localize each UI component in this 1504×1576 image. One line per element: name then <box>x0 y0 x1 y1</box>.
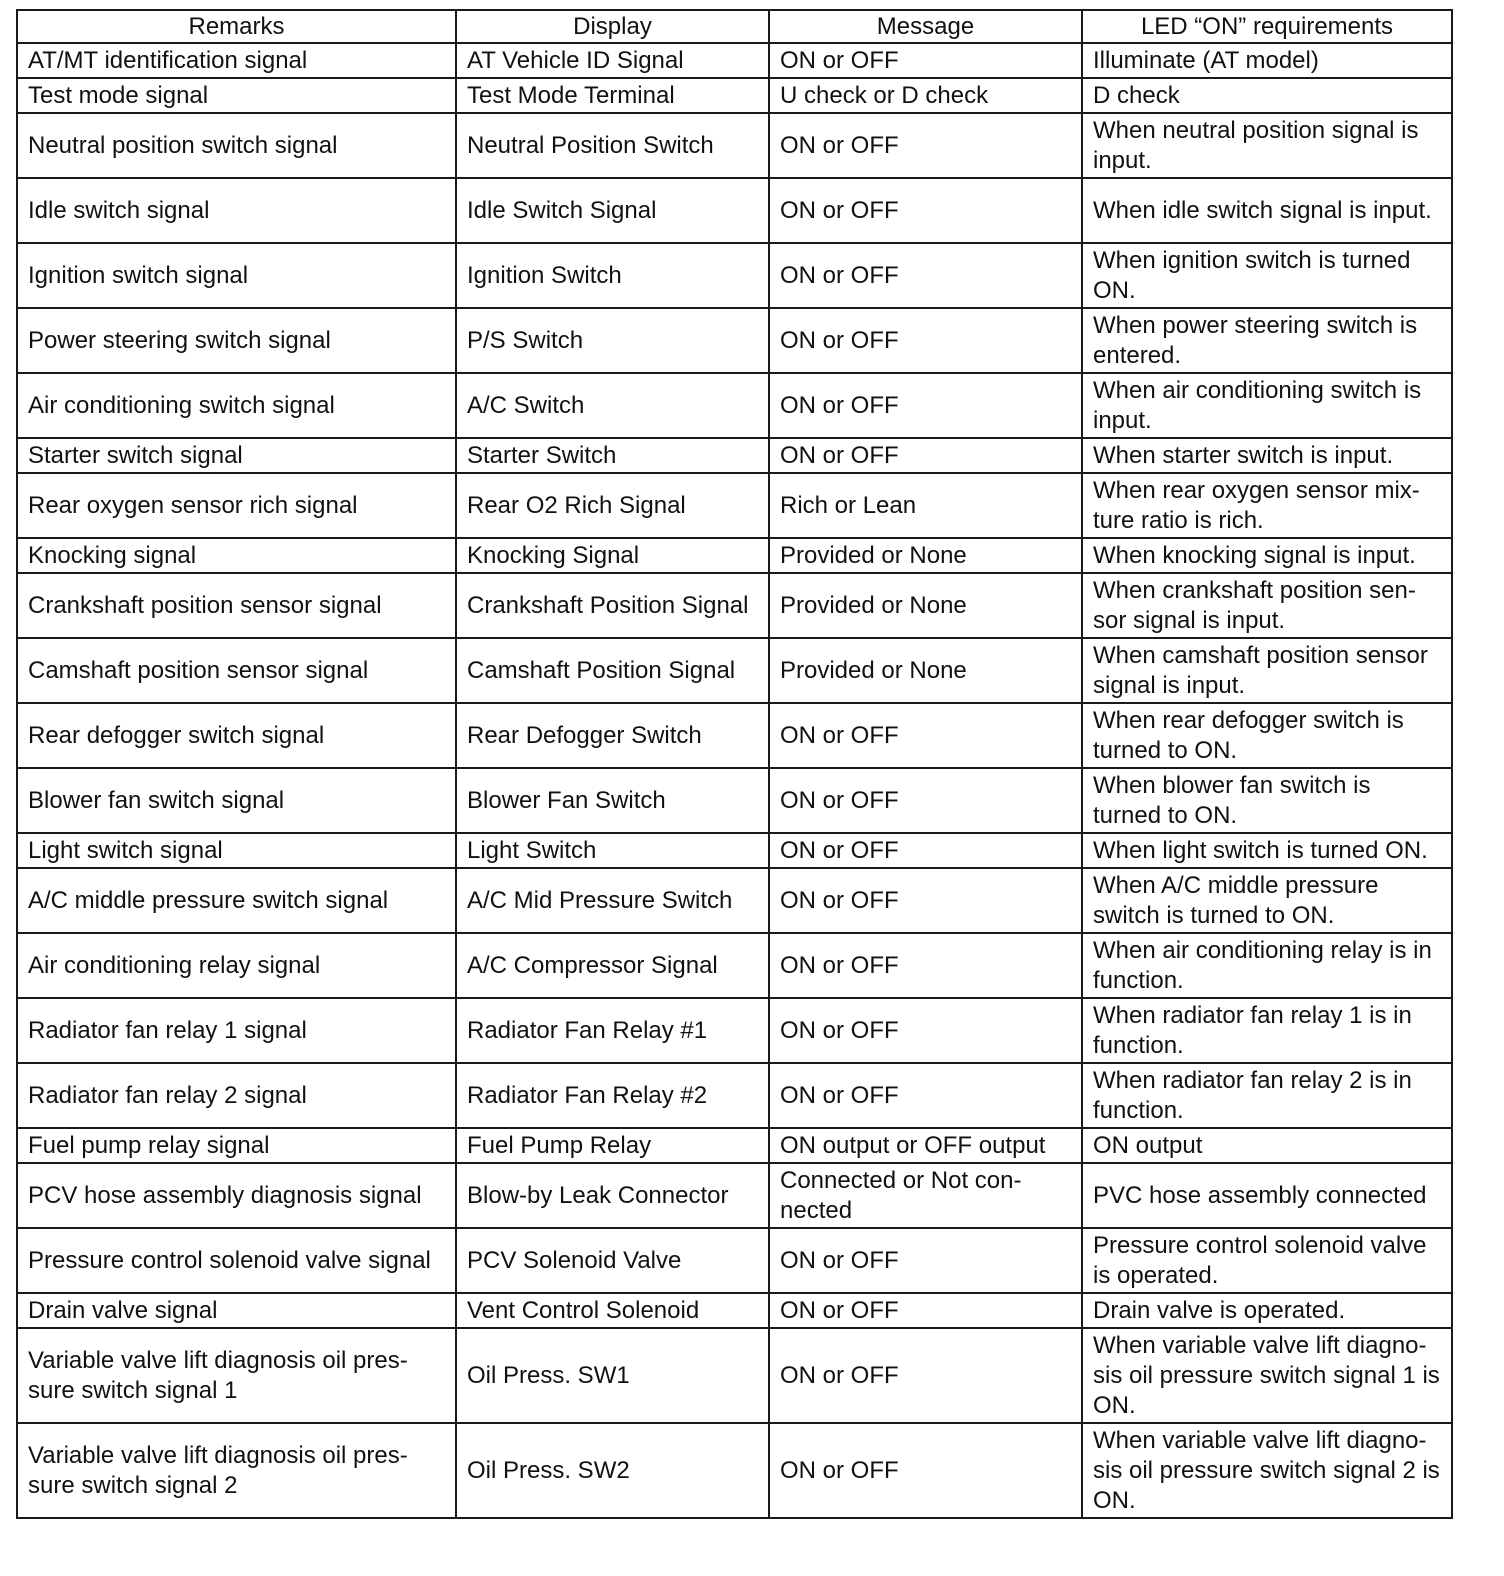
cell-message: ON or OFF <box>769 703 1082 768</box>
cell-message: ON or OFF <box>769 1293 1082 1328</box>
cell-remarks: Air conditioning relay signal <box>17 933 456 998</box>
cell-display: A/C Mid Pressure Switch <box>456 868 769 933</box>
cell-display: A/C Compressor Signal <box>456 933 769 998</box>
cell-led: PVC hose assembly connected <box>1082 1163 1452 1228</box>
table-row <box>17 78 1452 113</box>
table-row <box>17 1063 1452 1128</box>
cell-message: ON or OFF <box>769 243 1082 308</box>
cell-display: Blow-by Leak Connector <box>456 1163 769 1228</box>
table-row <box>17 373 1452 438</box>
header-remarks: Remarks <box>17 10 456 43</box>
cell-message: Connected or Not con-nected <box>769 1163 1082 1228</box>
cell-display: Knocking Signal <box>456 538 769 573</box>
cell-remarks: Test mode signal <box>17 78 456 113</box>
cell-message: Rich or Lean <box>769 473 1082 538</box>
table-row <box>17 998 1452 1063</box>
cell-led: When air conditioning switch is input. <box>1082 373 1452 438</box>
cell-display: AT Vehicle ID Signal <box>456 43 769 78</box>
cell-led: When power steering switch is entered. <box>1082 308 1452 373</box>
signal-table-container <box>16 9 1453 1519</box>
table-row <box>17 538 1452 573</box>
cell-message: ON or OFF <box>769 113 1082 178</box>
cell-led: When starter switch is input. <box>1082 438 1452 473</box>
table-row <box>17 113 1452 178</box>
table-row <box>17 868 1452 933</box>
cell-message: ON or OFF <box>769 373 1082 438</box>
table-row <box>17 1128 1452 1163</box>
cell-remarks: Starter switch signal <box>17 438 456 473</box>
cell-led: When rear oxygen sensor mix-ture ratio is rich. <box>1082 473 1452 538</box>
cell-display: Fuel Pump Relay <box>456 1128 769 1163</box>
cell-led: When ignition switch is turned ON. <box>1082 243 1452 308</box>
cell-display: Radiator Fan Relay #1 <box>456 998 769 1063</box>
cell-led: When radiator fan relay 1 is in function. <box>1082 998 1452 1063</box>
table-row <box>17 1163 1452 1228</box>
cell-display: P/S Switch <box>456 308 769 373</box>
cell-led: When crankshaft position sen-sor signal is input. <box>1082 573 1452 638</box>
cell-remarks: Camshaft position sensor signal <box>17 638 456 703</box>
signal-table <box>16 9 1453 1519</box>
cell-led: When camshaft position sensor signal is input. <box>1082 638 1452 703</box>
table-row <box>17 1228 1452 1293</box>
table-row <box>17 43 1452 78</box>
cell-message: ON or OFF <box>769 933 1082 998</box>
cell-remarks: Variable valve lift diagnosis oil pres-sure switch signal 2 <box>17 1423 456 1518</box>
cell-led: When idle switch signal is input. <box>1082 178 1452 243</box>
cell-led: When rear defogger switch is turned to ON. <box>1082 703 1452 768</box>
cell-message: ON or OFF <box>769 1228 1082 1293</box>
cell-remarks: Power steering switch signal <box>17 308 456 373</box>
cell-display: Light Switch <box>456 833 769 868</box>
cell-remarks: Fuel pump relay signal <box>17 1128 456 1163</box>
cell-led: Illuminate (AT model) <box>1082 43 1452 78</box>
cell-remarks: Rear oxygen sensor rich signal <box>17 473 456 538</box>
header-message: Message <box>769 10 1082 43</box>
cell-remarks: Variable valve lift diagnosis oil pres-sure switch signal 1 <box>17 1328 456 1423</box>
cell-led: When variable valve lift diagno-sis oil pressure switch signal 1 is ON. <box>1082 1328 1452 1423</box>
header-led-requirements: LED “ON” requirements <box>1082 10 1452 43</box>
cell-remarks: Light switch signal <box>17 833 456 868</box>
cell-display: A/C Switch <box>456 373 769 438</box>
table-row <box>17 638 1452 703</box>
cell-led: When blower fan switch is turned to ON. <box>1082 768 1452 833</box>
cell-message: Provided or None <box>769 538 1082 573</box>
cell-display: Camshaft Position Signal <box>456 638 769 703</box>
cell-display: Crankshaft Position Signal <box>456 573 769 638</box>
cell-led: When A/C middle pressure switch is turned to ON. <box>1082 868 1452 933</box>
cell-message: ON or OFF <box>769 833 1082 868</box>
table-row <box>17 308 1452 373</box>
cell-remarks: Radiator fan relay 1 signal <box>17 998 456 1063</box>
cell-display: PCV Solenoid Valve <box>456 1228 769 1293</box>
table-row <box>17 833 1452 868</box>
cell-display: Test Mode Terminal <box>456 78 769 113</box>
cell-display: Rear Defogger Switch <box>456 703 769 768</box>
table-row <box>17 573 1452 638</box>
cell-led: When neutral position signal is input. <box>1082 113 1452 178</box>
cell-led: Drain valve is operated. <box>1082 1293 1452 1328</box>
cell-message: ON or OFF <box>769 1328 1082 1423</box>
cell-message: ON or OFF <box>769 438 1082 473</box>
table-row <box>17 703 1452 768</box>
table-row <box>17 178 1452 243</box>
cell-led: When air conditioning relay is in function. <box>1082 933 1452 998</box>
cell-display: Vent Control Solenoid <box>456 1293 769 1328</box>
cell-message: ON or OFF <box>769 308 1082 373</box>
cell-remarks: Rear defogger switch signal <box>17 703 456 768</box>
cell-display: Oil Press. SW2 <box>456 1423 769 1518</box>
cell-remarks: Neutral position switch signal <box>17 113 456 178</box>
cell-display: Rear O2 Rich Signal <box>456 473 769 538</box>
table-row <box>17 1423 1452 1518</box>
cell-remarks: Knocking signal <box>17 538 456 573</box>
cell-display: Neutral Position Switch <box>456 113 769 178</box>
cell-message: ON output or OFF output <box>769 1128 1082 1163</box>
cell-remarks: PCV hose assembly diagnosis signal <box>17 1163 456 1228</box>
cell-remarks: Crankshaft position sensor signal <box>17 573 456 638</box>
cell-display: Starter Switch <box>456 438 769 473</box>
cell-remarks: Idle switch signal <box>17 178 456 243</box>
cell-led: When light switch is turned ON. <box>1082 833 1452 868</box>
table-row <box>17 243 1452 308</box>
cell-remarks: Air conditioning switch signal <box>17 373 456 438</box>
cell-display: Idle Switch Signal <box>456 178 769 243</box>
cell-remarks: Pressure control solenoid valve signal <box>17 1228 456 1293</box>
table-row <box>17 1293 1452 1328</box>
cell-message: U check or D check <box>769 78 1082 113</box>
cell-display: Ignition Switch <box>456 243 769 308</box>
cell-remarks: Blower fan switch signal <box>17 768 456 833</box>
cell-display: Blower Fan Switch <box>456 768 769 833</box>
cell-message: Provided or None <box>769 573 1082 638</box>
table-row <box>17 473 1452 538</box>
header-display: Display <box>456 10 769 43</box>
cell-message: Provided or None <box>769 638 1082 703</box>
cell-led: Pressure control solenoid valve is operated. <box>1082 1228 1452 1293</box>
cell-remarks: AT/MT identification signal <box>17 43 456 78</box>
cell-led: When radiator fan relay 2 is in function. <box>1082 1063 1452 1128</box>
cell-remarks: A/C middle pressure switch signal <box>17 868 456 933</box>
cell-message: ON or OFF <box>769 868 1082 933</box>
table-row <box>17 768 1452 833</box>
cell-display: Oil Press. SW1 <box>456 1328 769 1423</box>
table-row <box>17 933 1452 998</box>
cell-led: ON output <box>1082 1128 1452 1163</box>
cell-led: When variable valve lift diagno-sis oil pressure switch signal 2 is ON. <box>1082 1423 1452 1518</box>
table-row <box>17 438 1452 473</box>
cell-message: ON or OFF <box>769 1063 1082 1128</box>
cell-led: D check <box>1082 78 1452 113</box>
cell-message: ON or OFF <box>769 768 1082 833</box>
cell-remarks: Ignition switch signal <box>17 243 456 308</box>
table-row <box>17 1328 1452 1423</box>
cell-remarks: Drain valve signal <box>17 1293 456 1328</box>
cell-remarks: Radiator fan relay 2 signal <box>17 1063 456 1128</box>
table-header-row <box>17 10 1452 43</box>
cell-message: ON or OFF <box>769 1423 1082 1518</box>
cell-message: ON or OFF <box>769 43 1082 78</box>
cell-display: Radiator Fan Relay #2 <box>456 1063 769 1128</box>
cell-message: ON or OFF <box>769 178 1082 243</box>
cell-message: ON or OFF <box>769 998 1082 1063</box>
cell-led: When knocking signal is input. <box>1082 538 1452 573</box>
